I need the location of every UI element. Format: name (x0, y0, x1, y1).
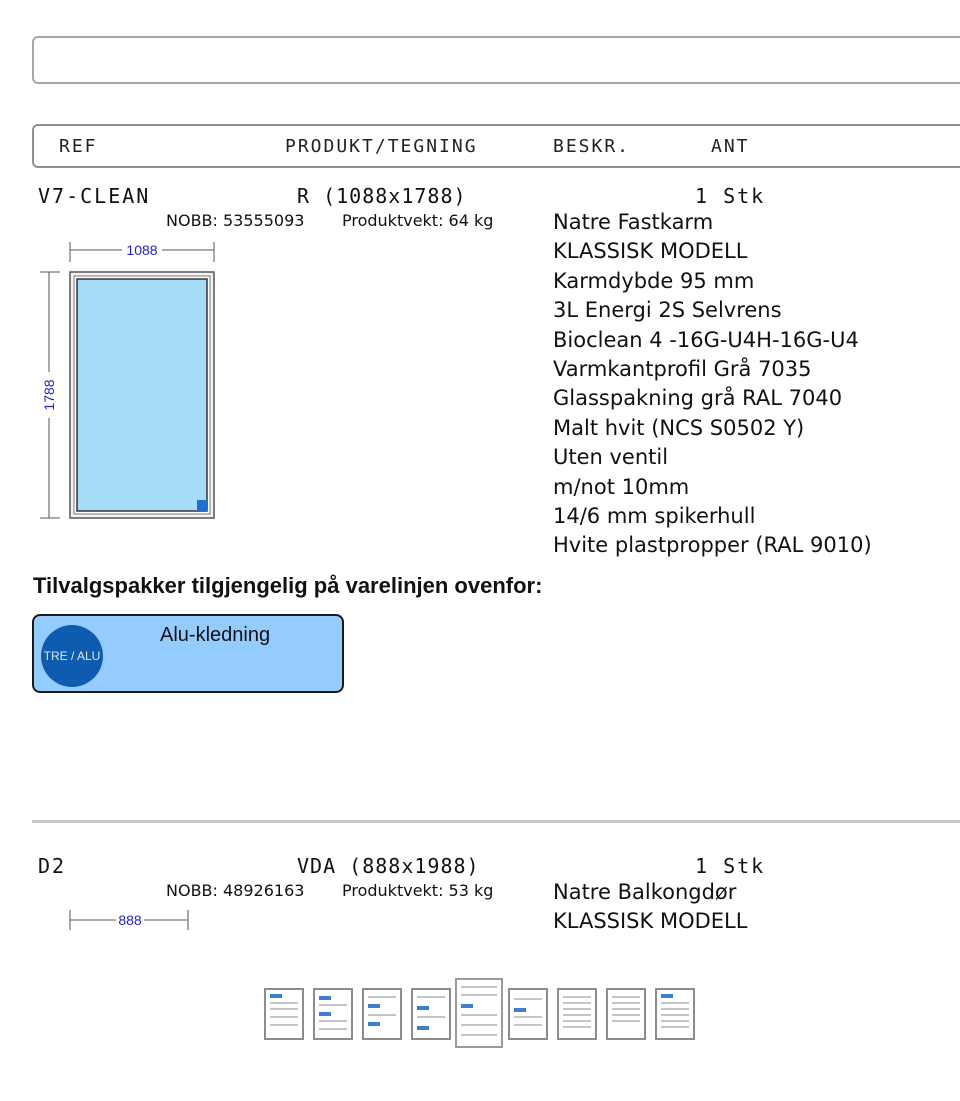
page-thumbnail-8[interactable] (606, 988, 646, 1040)
item-nobb: NOBB: 53555093 (166, 211, 305, 230)
item-quantity: 1 Stk (695, 184, 766, 208)
item-description-list (553, 208, 872, 561)
description-line: Karmdybde 95 mm (553, 268, 755, 293)
page-thumbnail-4[interactable] (411, 988, 451, 1040)
options-heading: Tilvalgspakker tilgjengelig på varelinjen ovenfor: (33, 573, 543, 598)
page-thumbnail-2[interactable] (313, 988, 353, 1040)
height-dimension: 1788 (41, 379, 57, 411)
description-line: 3L Energi 2S Selvrens (553, 298, 782, 323)
item-description-list (553, 878, 747, 937)
package-button-alu-kledning[interactable] (32, 614, 344, 693)
header-description: BESKR. (553, 136, 631, 157)
header-product: PRODUKT/TEGNING (285, 136, 478, 157)
page-thumbnail-1[interactable] (264, 988, 304, 1040)
page-thumbnail-7[interactable] (557, 988, 597, 1040)
item-product: VDA (888x1988) (297, 854, 480, 878)
item-weight: Produktvekt: 53 kg (342, 881, 494, 900)
description-line: m/not 10mm (553, 474, 690, 499)
tre-alu-badge-icon: TRE / ALU (41, 625, 103, 687)
description-line: Natre Fastkarm (553, 210, 714, 234)
item-quantity: 1 Stk (695, 854, 766, 878)
page-thumbnail-6[interactable] (508, 988, 548, 1040)
description-line: Malt hvit (NCS S0502 Y) (553, 415, 805, 440)
width-dimension: 1088 (126, 242, 158, 258)
description-line: KLASSISK MODELL (553, 909, 748, 934)
item-divider (32, 820, 960, 823)
header-quantity: ANT (711, 136, 750, 157)
description-line: Varmkantprofil Grå 7035 (553, 357, 812, 382)
header-ref: REF (59, 136, 98, 157)
table-header (32, 124, 960, 168)
item-ref: V7-CLEAN (38, 184, 151, 208)
description-line: KLASSISK MODELL (553, 239, 748, 264)
description-line: Hvite plastpropper (RAL 9010) (553, 533, 872, 558)
description-line: 14/6 mm spikerhull (553, 504, 756, 529)
item-weight: Produktvekt: 64 kg (342, 211, 494, 230)
description-line: Natre Balkongdør (553, 880, 737, 904)
page-thumbnail-3[interactable] (362, 988, 402, 1040)
window-drawing (30, 236, 230, 526)
page-thumbnail-9[interactable] (655, 988, 695, 1040)
item-ref: D2 (38, 854, 67, 878)
description-line: Glasspakning grå RAL 7040 (553, 386, 843, 411)
page-thumbnail-5-current[interactable] (455, 978, 503, 1048)
item-product: R (1088x1788) (297, 184, 467, 208)
description-line: Bioclean 4 -16G-U4H-16G-U4 (553, 327, 859, 352)
empty-field-box (32, 36, 960, 84)
item-nobb: NOBB: 48926163 (166, 881, 305, 900)
description-line: Uten ventil (553, 445, 669, 470)
door-drawing (60, 906, 200, 936)
width-dimension: 888 (118, 912, 142, 928)
package-label: Alu-kledning (160, 624, 271, 646)
